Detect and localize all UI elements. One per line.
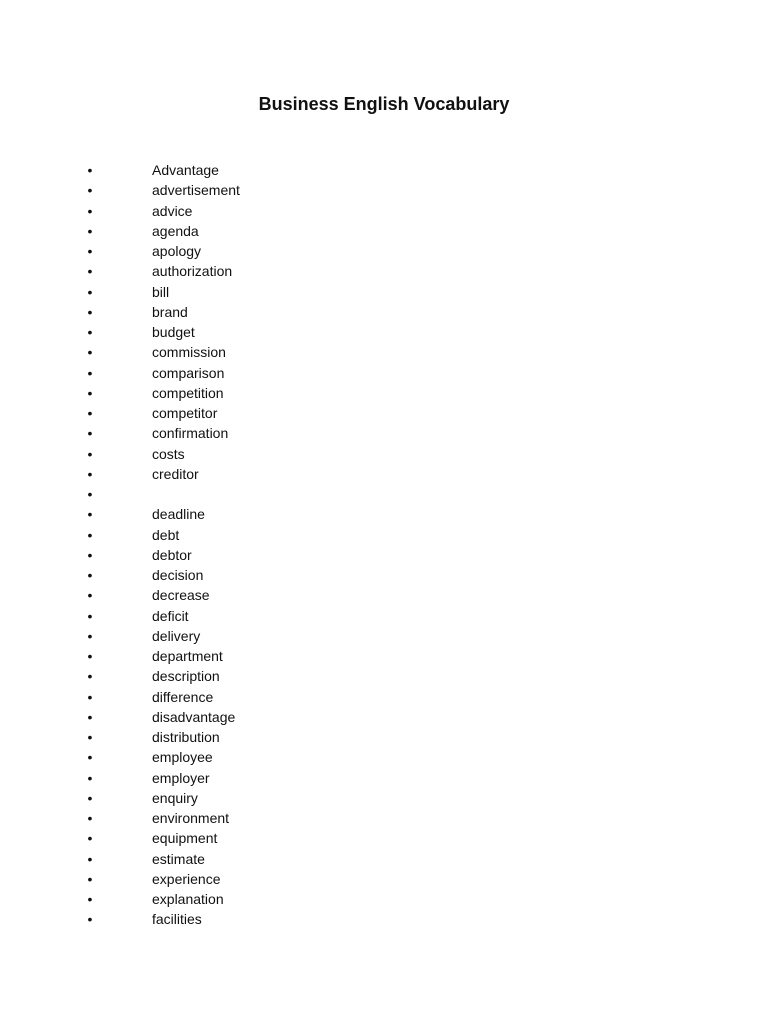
- vocabulary-word: description: [152, 668, 220, 685]
- bullet-icon: •: [87, 162, 93, 178]
- vocabulary-word: debtor: [152, 546, 192, 563]
- vocabulary-word: comparison: [152, 364, 225, 381]
- bullet-icon: •: [87, 324, 93, 340]
- vocabulary-word: competitor: [152, 405, 218, 421]
- bullet-icon: •: [87, 465, 93, 482]
- vocabulary-word: creditor: [152, 465, 199, 482]
- vocabulary-word: costs: [152, 445, 185, 462]
- vocabulary-word: difference: [152, 688, 214, 705]
- bullet-icon: •: [87, 668, 93, 685]
- vocabulary-word: Advantage: [152, 162, 219, 178]
- bullet-icon: •: [87, 830, 93, 847]
- vocabulary-word: explanation: [152, 891, 224, 907]
- vocabulary-word: budget: [152, 324, 195, 340]
- vocabulary-word: deficit: [152, 607, 189, 624]
- bullet-icon: •: [87, 688, 93, 705]
- vocabulary-word: employee: [152, 749, 213, 766]
- vocabulary-word: advice: [152, 202, 193, 219]
- bullet-icon: •: [87, 405, 93, 421]
- vocabulary-word: facilities: [152, 911, 202, 928]
- bullet-icon: •: [87, 607, 93, 624]
- bullet-icon: •: [87, 526, 93, 543]
- bullet-icon: •: [87, 202, 93, 219]
- bullet-icon: •: [87, 567, 93, 583]
- vocabulary-word: estimate: [152, 850, 205, 867]
- vocabulary-word: experience: [152, 870, 221, 887]
- vocabulary-word: department: [152, 648, 223, 664]
- bullet-icon: •: [87, 729, 93, 745]
- vocabulary-word: brand: [152, 303, 188, 320]
- bullet-icon: •: [87, 627, 93, 644]
- page-title: Business English Vocabulary: [258, 94, 510, 114]
- bullet-icon: •: [87, 384, 93, 401]
- bullet-icon: •: [87, 850, 93, 867]
- bullet-icon: •: [87, 486, 93, 502]
- vocabulary-word: delivery: [152, 627, 201, 644]
- bullet-icon: •: [87, 891, 93, 907]
- vocabulary-word: competition: [152, 384, 224, 401]
- bullet-icon: •: [87, 303, 93, 320]
- bullet-icon: •: [87, 344, 93, 361]
- vocabulary-word: agenda: [152, 222, 199, 239]
- bullet-icon: •: [87, 587, 93, 604]
- bullet-icon: •: [87, 222, 93, 239]
- vocabulary-word: distribution: [152, 729, 220, 745]
- bullet-icon: •: [87, 546, 93, 563]
- bullet-icon: •: [87, 425, 93, 442]
- bullet-icon: •: [87, 810, 93, 826]
- vocabulary-word: authorization: [152, 263, 233, 280]
- bullet-icon: •: [87, 769, 93, 786]
- vocabulary-word: employer: [152, 769, 210, 786]
- bullet-icon: •: [87, 506, 93, 523]
- vocabulary-word: bill: [152, 283, 170, 300]
- vocabulary-word: debt: [152, 526, 180, 543]
- vocabulary-word: advertisement: [152, 182, 240, 199]
- bullet-icon: •: [87, 263, 93, 280]
- bullet-icon: •: [87, 182, 93, 199]
- vocabulary-word: equipment: [152, 830, 218, 847]
- vocabulary-word: enquiry: [152, 789, 198, 806]
- vocabulary-word: confirmation: [152, 425, 229, 442]
- vocabulary-word: commission: [152, 344, 226, 361]
- vocabulary-word: disadvantage: [152, 708, 236, 725]
- vocabulary-word: decision: [152, 567, 204, 583]
- bullet-icon: •: [87, 648, 93, 664]
- vocabulary-word: apology: [152, 243, 202, 259]
- bullet-icon: •: [87, 870, 93, 887]
- bullet-icon: •: [87, 445, 93, 462]
- vocabulary-word: decrease: [152, 587, 210, 604]
- bullet-icon: •: [87, 708, 93, 725]
- bullet-icon: •: [87, 789, 93, 806]
- bullet-icon: •: [87, 283, 93, 300]
- bullet-icon: •: [87, 364, 93, 381]
- bullet-icon: •: [87, 911, 93, 928]
- vocabulary-word: environment: [152, 810, 230, 826]
- bullet-icon: •: [87, 243, 93, 259]
- vocabulary-word: deadline: [152, 506, 205, 523]
- bullet-icon: •: [87, 749, 93, 766]
